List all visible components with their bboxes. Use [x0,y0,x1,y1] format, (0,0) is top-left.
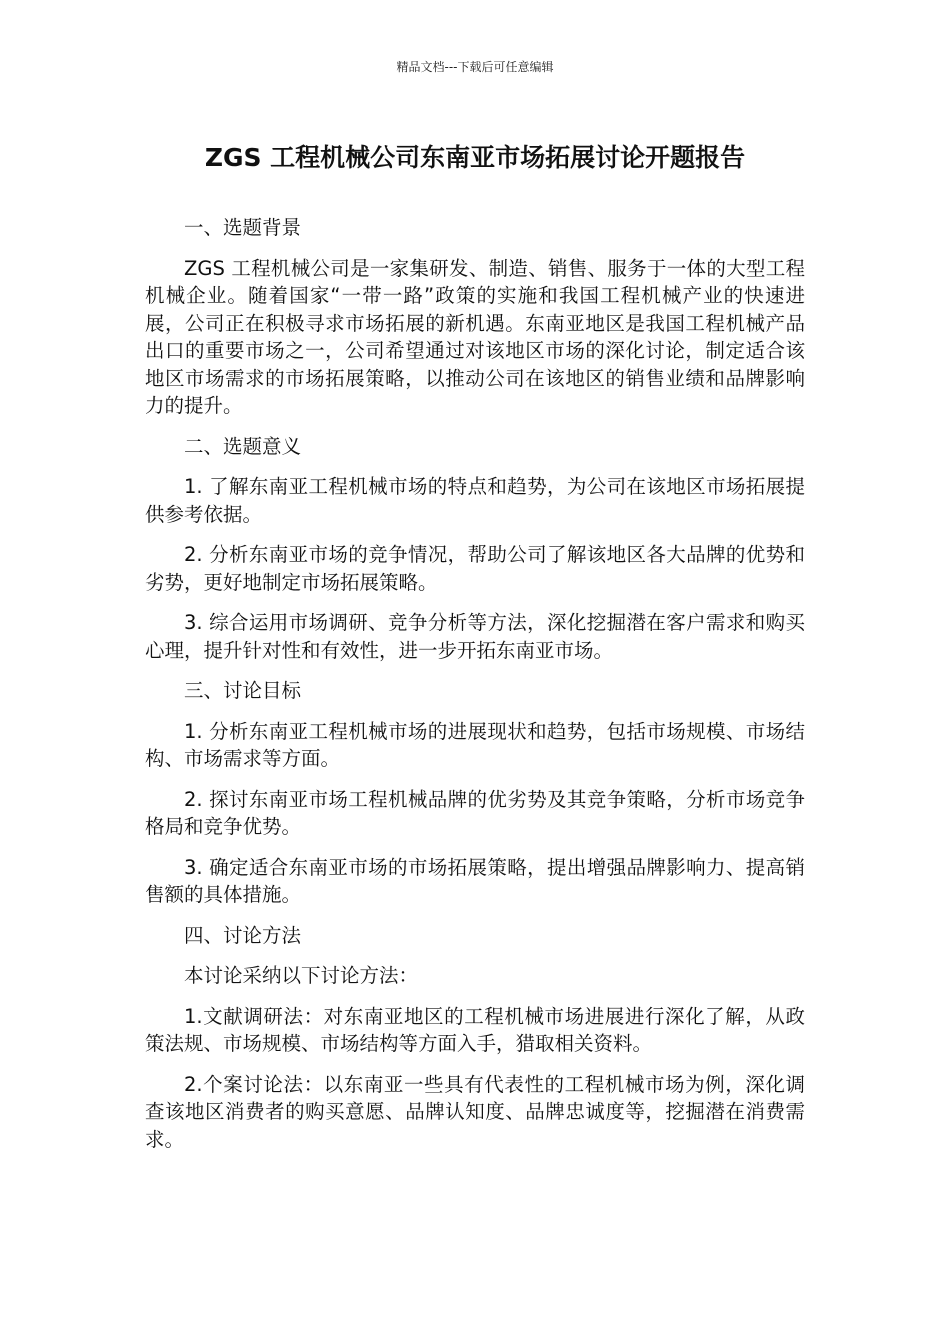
paragraph: 3. 综合运用市场调研、竞争分析等方法，深化挖掘潜在客户需求和购买心理，提升针对性和有效性，进一步开拓东南亚市场。 [145,611,805,662]
page-header-watermark: 精品文档---下载后可任意编辑 [396,60,554,74]
document-title: ZGS 工程机械公司东南亚市场拓展讨论开题报告 [204,143,746,172]
section-background [145,214,805,420]
paragraph: 1. 了解东南亚工程机械市场的特点和趋势，为公司在该地区市场拓展提供参考依据。 [145,475,805,526]
section-heading: 一、选题背景 [184,216,302,239]
paragraph: 3. 确定适合东南亚市场的市场拓展策略，提出增强品牌影响力、提高销售额的具体措施。 [145,855,805,906]
paragraph: 2. 探讨东南亚市场工程机械品牌的优劣势及其竞争策略，分析市场竞争格局和竞争优势。 [145,787,805,838]
section-heading: 二、选题意义 [184,434,302,458]
section-methods [145,922,805,1154]
section-heading: 三、讨论目标 [184,679,302,702]
section-significance [145,433,805,665]
paragraph: 2. 分析东南亚市场的竞争情况，帮助公司了解该地区各大品牌的优势和劣势，更好地制定市场拓展策略。 [145,543,805,594]
paragraph: 本讨论采纳以下讨论方法： [184,964,419,987]
paragraph: 2.个案讨论法：以东南亚一些具有代表性的工程机械市场为例，深化调查该地区消费者的购买意愿、品牌认知度、品牌忠诚度等，挖掘潜在消费需求。 [145,1072,805,1151]
section-heading: 四、讨论方法 [184,923,302,947]
paragraph: 1. 分析东南亚工程机械市场的进展现状和趋势，包括市场规模、市场结构、市场需求等方面。 [145,719,805,770]
paragraph: 1.文献调研法：对东南亚地区的工程机械市场进展进行深化了解，从政策法规、市场规模、市场结构等方面入手，猎取相关资料。 [145,1004,805,1055]
document-body [145,214,805,1166]
paragraph: ZGS 工程机械公司是一家集研发、制造、销售、服务于一体的大型工程机械企业。随着国家“一带一路”政策的实施和我国工程机械产业的快速进展，公司正在积极寻求市场拓展的新机遇。东南亚地区是我国工程机械产品出口的重要市场之一，公司希望通过对该地区市场的深化讨论，制定适合该地区市场需求的市场拓展策略，以推动公司在该地区的销售业绩和品牌影响力的提升。 [145,256,805,417]
section-objectives [145,677,805,909]
